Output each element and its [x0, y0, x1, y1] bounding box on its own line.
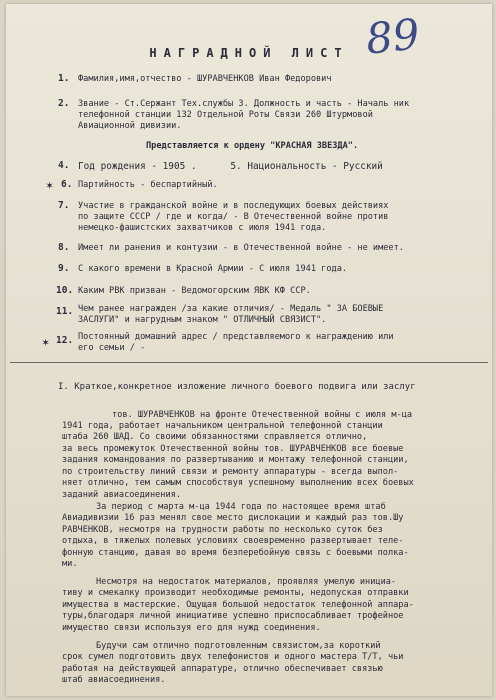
section-heading: I. Краткое,конкретное изложение личного боевого подвига или заслуг	[58, 382, 416, 392]
narrative-line: срок сумел подготовить двух телефонистов и одного мастера Т/Т, чьи	[62, 652, 404, 662]
narrative-line: штаба 260 ШАД. Со своими обязанностями справляется отлично,	[62, 432, 368, 442]
narrative-line: имущества в мастерские. Ощущая большой недостаток телефонной аппара-	[62, 600, 414, 610]
handwritten-mark-6: ✶	[46, 178, 54, 192]
section-divider	[10, 362, 488, 363]
narrative-line: РАВЧЕНКОВ, несмотря на трудности работы по несколько суток без	[62, 525, 383, 535]
narrative-line: по строительству линий связи и ремонту аппаратуры - всегда выпол-	[62, 467, 399, 477]
handwritten-mark-12: ✶	[42, 335, 50, 349]
field-number-2: 2.	[58, 98, 70, 109]
field-army-since: С какого времени в Красной Армии - С июля 1941 года.	[78, 264, 348, 274]
field-number-11: 11.	[56, 306, 74, 317]
narrative-line: Несмотря на недостаток материалов, проявляя умелую инициа-	[96, 577, 397, 587]
field-number-7: 7.	[58, 200, 70, 211]
field-home-address-line-1: Постоянный домашний адрес / представляемого к награждению или	[78, 332, 394, 342]
field-rank-position-line-1: Звание - Ст.Сержант Тех.службы 3. Должность и часть - Началь ник	[78, 99, 410, 109]
narrative-line: фонную станцию, давая во время безперебойную связь с боевыми полка-	[62, 548, 409, 558]
field-number-1: 1.	[58, 73, 70, 84]
narrative-line: туры,благодаря личной инициативе успешно приспосабливает трофейное	[62, 611, 404, 621]
narrative-line: имущество связи используя его для нужд соединения.	[62, 623, 321, 633]
narrative-line: отдыха, в тяжелых полевых условиях своевременно развертывает теле-	[62, 536, 404, 546]
field-wounds: Имеет ли ранения и контузии - в Отечественной войне - не имеет.	[78, 243, 404, 253]
field-draft-office: Каким РВК призван - Ведомогорским ЯВК КФ ССР.	[78, 286, 311, 296]
field-war-participation-line-3: немецко-фашистских захватчиков с июля 1941 года.	[78, 223, 327, 233]
field-prior-awards-line-1: Чем ранее награжден /за какие отличия/ - Медаль " ЗА БОЕВЫЕ	[78, 304, 384, 314]
field-number-10: 10.	[56, 285, 74, 296]
narrative-line: ми.	[62, 559, 78, 569]
narrative-line: няет отлично, тем самым способствуя успешному выполнению всех боевых	[62, 478, 414, 488]
field-number-8: 8.	[58, 242, 70, 253]
narrative-line: Будучи сам отлично подготовленным связистом,за короткий	[96, 641, 381, 651]
field-war-participation-line-1: Участие в гражданской войне и в последующих боевых действиях	[78, 201, 389, 211]
field-party: Партийность - беспартийный.	[78, 180, 218, 190]
award-nomination: Представляется к ордену "КРАСНАЯ ЗВЕЗДА".	[146, 141, 359, 151]
narrative-line: тиву и смекалку производит необходимые ремонты, недопуская отправки	[62, 588, 409, 598]
field-number-4: 4.	[58, 160, 70, 171]
field-prior-awards-line-2: ЗАСЛУГИ" и нагрудным знаком " ОТЛИЧНЫЙ СВЯЗИСТ".	[78, 315, 327, 325]
field-number-6: 6.	[61, 179, 73, 190]
field-number-12: 12.	[56, 335, 74, 346]
narrative-line: задания командования по развертыванию и монтажу телефонной станции,	[62, 455, 409, 465]
field-full-name: Фамилия,имя,отчество - ШУРАВЧЕНКОВ Иван Федорович	[78, 74, 332, 84]
narrative-line: 1941 года, работает начальником центральной телефонной станции	[62, 421, 383, 431]
field-birth-nationality: Год рождения - 1905 . 5. Национальность - Русский	[78, 161, 383, 172]
field-number-9: 9.	[58, 263, 70, 274]
narrative-line: Авиадивизии 16 раз менял свое место дислокации и каждый раз тов.Шу	[62, 513, 404, 523]
handwritten-folio-number: 89	[363, 9, 422, 64]
narrative-line: за весь промежуток Отечественной войны тов. ШУРАВЧЕНКОВ все боевые	[62, 444, 404, 454]
field-rank-position-line-2: телефонной станции 132 Отдельной Роты Связи 260 Штурмовой	[78, 110, 373, 120]
award-sheet	[6, 4, 492, 696]
field-home-address-line-2: его семьи / -	[78, 343, 146, 353]
field-rank-position-line-3: Авиационной дивизии.	[78, 121, 182, 131]
narrative-line: тов. ШУРАВЧЕНКОВ на фронте Отечественной войны с июля м-ца	[112, 410, 413, 420]
narrative-line: штаб авиасоединения.	[62, 675, 166, 685]
field-war-participation-line-2: по защите СССР / где и когда/ - В Отечественной войне против	[78, 212, 389, 222]
document-title: НАГРАДНОЙ ЛИСТ	[149, 46, 349, 60]
narrative-line: заданий авиасоединения.	[62, 490, 181, 500]
narrative-line: За период с марта м-ца 1944 года по настоящее время штаб	[96, 502, 386, 512]
narrative-line: работая на действующей аппаратуре, отлично обеспечивает связью	[62, 664, 383, 674]
